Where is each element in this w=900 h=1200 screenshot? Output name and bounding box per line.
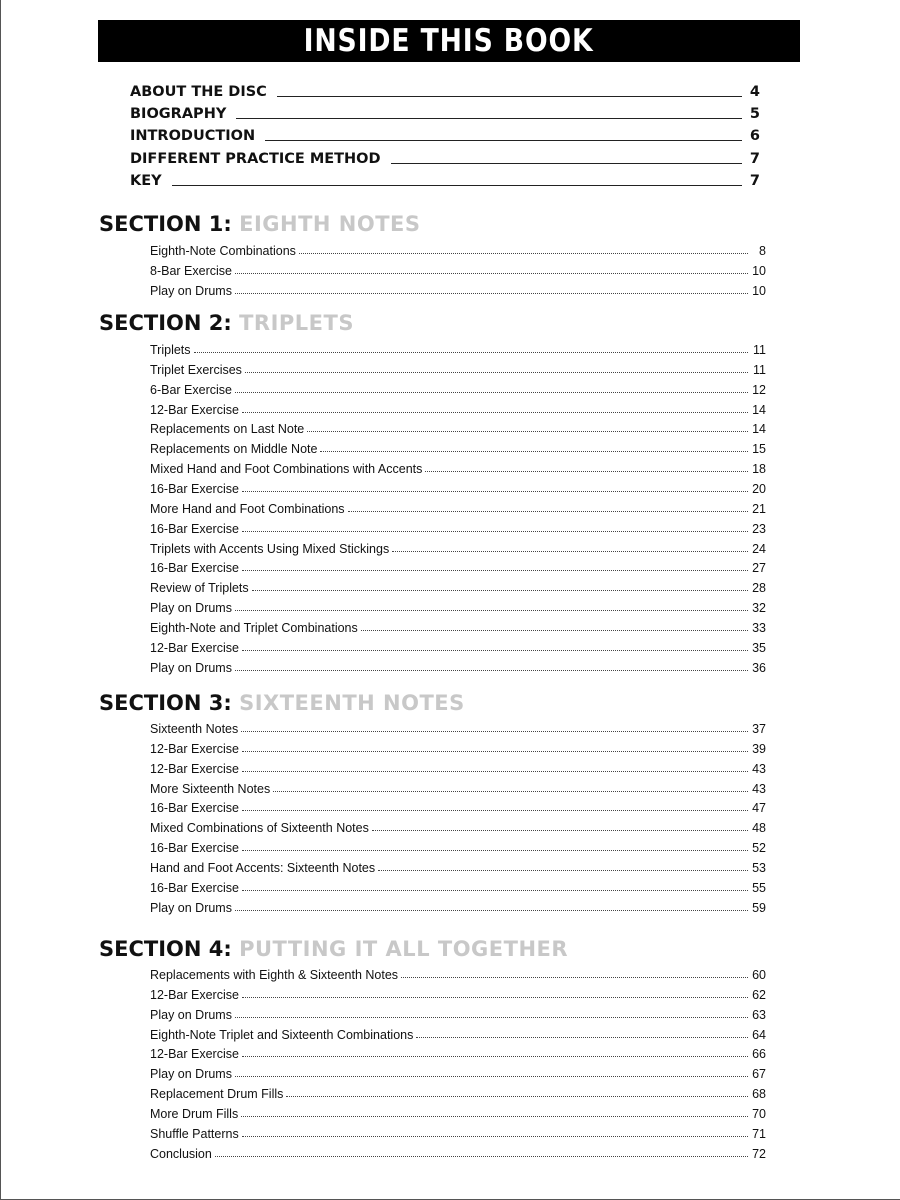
toc-entry-label: Play on Drums bbox=[150, 660, 232, 675]
dot-leader bbox=[235, 910, 748, 911]
toc-entry-label: Eighth-Note Triplet and Sixteenth Combinations bbox=[150, 1027, 414, 1042]
intro-item-page: 4 bbox=[749, 84, 760, 100]
toc-entry[interactable] bbox=[150, 476, 766, 496]
toc-entry-label: Replacements with Eighth & Sixteenth Notes bbox=[150, 968, 399, 982]
dot-leader bbox=[299, 253, 748, 254]
toc-entry-page: 39 bbox=[752, 741, 766, 756]
toc-entry-label: More Hand and Foot Combinations bbox=[150, 501, 345, 516]
toc-entry-page: 8 bbox=[759, 244, 766, 258]
toc-entry[interactable] bbox=[150, 895, 766, 915]
toc-entry-label: Shuffle Patterns bbox=[150, 1126, 239, 1141]
dot-leader bbox=[242, 570, 748, 571]
intro-item-page: 7 bbox=[749, 151, 760, 167]
intro-item[interactable] bbox=[130, 145, 760, 167]
toc-entry-page: 62 bbox=[752, 987, 766, 1002]
toc-entry-page: 35 bbox=[752, 640, 766, 655]
dot-leader bbox=[372, 830, 748, 831]
toc-entry-page: 11 bbox=[753, 362, 766, 377]
toc-entry-label: 6-Bar Exercise bbox=[150, 382, 232, 397]
leader-line bbox=[265, 140, 742, 141]
dot-leader bbox=[416, 1037, 748, 1038]
section-number: SECTION 2: bbox=[99, 311, 240, 335]
dot-leader bbox=[401, 977, 748, 978]
toc-entry[interactable] bbox=[150, 555, 766, 575]
dot-leader bbox=[242, 997, 748, 998]
toc-entry-page: 36 bbox=[752, 660, 766, 675]
intro-item-label: DIFFERENT PRACTICE METHOD bbox=[130, 151, 381, 167]
dot-leader bbox=[348, 511, 748, 512]
toc-entry-label: 16-Bar Exercise bbox=[150, 801, 239, 816]
dot-leader bbox=[235, 1076, 748, 1077]
toc-entry-label: 12-Bar Exercise bbox=[150, 761, 239, 776]
toc-entry[interactable] bbox=[150, 456, 766, 476]
dot-leader bbox=[235, 610, 748, 611]
toc-entry-page: 48 bbox=[752, 821, 766, 836]
toc-entry-label: Play on Drums bbox=[150, 1007, 232, 1022]
toc-entry-page: 14 bbox=[752, 402, 766, 417]
toc-entry-page: 55 bbox=[752, 880, 766, 895]
section-number: SECTION 3: bbox=[99, 691, 240, 715]
toc-entry-label: 12-Bar Exercise bbox=[150, 1047, 239, 1062]
toc-entry-label: Sixteenth Notes bbox=[150, 722, 239, 736]
toc-entry-page: 68 bbox=[752, 1087, 766, 1102]
toc-entry-label: 16-Bar Exercise bbox=[150, 841, 239, 856]
toc-entry-page: 21 bbox=[752, 501, 766, 516]
leader-line bbox=[277, 96, 742, 97]
dot-leader bbox=[361, 630, 748, 631]
toc-entry-label: Replacements on Middle Note bbox=[150, 442, 318, 457]
dot-leader bbox=[235, 1017, 748, 1018]
toc-entry-page: 37 bbox=[752, 722, 766, 736]
intro-item[interactable] bbox=[130, 122, 760, 144]
toc-entry-page: 71 bbox=[752, 1126, 766, 1141]
leader-line bbox=[172, 185, 742, 186]
page-title: INSIDE THIS BOOK bbox=[304, 23, 594, 59]
toc-entry-page: 63 bbox=[752, 1007, 766, 1022]
intro-item-label: KEY bbox=[130, 173, 162, 189]
dot-leader bbox=[215, 1156, 748, 1157]
toc-entry-page: 24 bbox=[752, 541, 766, 556]
toc-entry[interactable] bbox=[150, 575, 766, 595]
leader-line bbox=[391, 163, 742, 164]
dot-leader bbox=[425, 471, 748, 472]
dot-leader bbox=[242, 412, 748, 413]
section-name: PUTTING IT ALL TOGETHER bbox=[239, 937, 569, 961]
toc-entry-page: 32 bbox=[752, 601, 766, 616]
dot-leader bbox=[392, 551, 748, 552]
toc-entry[interactable] bbox=[150, 875, 766, 895]
toc-entry-page: 28 bbox=[752, 581, 766, 596]
dot-leader bbox=[242, 890, 748, 891]
toc-entry-label: Review of Triplets bbox=[150, 581, 249, 596]
toc-entry[interactable] bbox=[150, 496, 766, 516]
toc-entry[interactable] bbox=[150, 337, 766, 357]
dot-leader bbox=[242, 491, 748, 492]
toc-entry-page: 18 bbox=[752, 462, 766, 477]
toc-entry-label: 12-Bar Exercise bbox=[150, 741, 239, 756]
section-name: SIXTEENTH NOTES bbox=[239, 691, 465, 715]
toc-entry-label: Eighth-Note and Triplet Combinations bbox=[150, 620, 358, 635]
toc-entry[interactable] bbox=[150, 962, 766, 982]
toc-entry[interactable] bbox=[150, 835, 766, 855]
intro-item-page: 5 bbox=[749, 106, 760, 122]
toc-entry-page: 64 bbox=[752, 1027, 766, 1042]
toc-entry-page: 12 bbox=[752, 382, 766, 397]
dot-leader bbox=[194, 352, 748, 353]
dot-leader bbox=[320, 451, 748, 452]
toc-entry-label: 12-Bar Exercise bbox=[150, 987, 239, 1002]
dot-leader bbox=[252, 590, 748, 591]
toc-entry-label: Play on Drums bbox=[150, 1067, 232, 1082]
toc-entry-page: 33 bbox=[752, 620, 766, 635]
toc-entry-label: Triplet Exercises bbox=[150, 362, 242, 377]
toc-entry[interactable] bbox=[150, 595, 766, 615]
toc-entry-label: Replacement Drum Fills bbox=[150, 1087, 284, 1102]
toc-entry[interactable] bbox=[150, 1141, 766, 1161]
toc-entry[interactable] bbox=[150, 1041, 766, 1061]
toc-entry[interactable] bbox=[150, 776, 766, 796]
toc-entry[interactable] bbox=[150, 716, 766, 736]
dot-leader bbox=[242, 650, 748, 651]
toc-entry-page: 72 bbox=[752, 1146, 766, 1161]
toc-entry-page: 10 bbox=[752, 283, 766, 298]
toc-entry-label: Replacements on Last Note bbox=[150, 422, 305, 437]
dot-leader bbox=[235, 293, 748, 294]
section-name: TRIPLETS bbox=[239, 311, 354, 335]
dot-leader bbox=[241, 1116, 748, 1117]
toc-entry-page: 66 bbox=[752, 1047, 766, 1062]
toc-entry-label: 16-Bar Exercise bbox=[150, 481, 239, 496]
toc-entry[interactable] bbox=[150, 278, 766, 298]
toc-entry[interactable] bbox=[150, 377, 766, 397]
dot-leader bbox=[273, 791, 748, 792]
toc-entry-label: Eighth-Note Combinations bbox=[150, 244, 296, 258]
toc-entry[interactable] bbox=[150, 536, 766, 556]
toc-entry-label: Play on Drums bbox=[150, 900, 232, 915]
toc-entry[interactable] bbox=[150, 1121, 766, 1141]
toc-entry-page: 67 bbox=[752, 1067, 766, 1082]
toc-entry-label: Play on Drums bbox=[150, 283, 232, 298]
toc-entry-label: 8-Bar Exercise bbox=[150, 263, 232, 278]
intro-item-label: BIOGRAPHY bbox=[130, 106, 227, 122]
toc-entry-label: 12-Bar Exercise bbox=[150, 402, 239, 417]
intro-item-page: 7 bbox=[749, 173, 760, 189]
toc-entry-label: Mixed Combinations of Sixteenth Notes bbox=[150, 821, 369, 836]
toc-entry[interactable] bbox=[150, 1061, 766, 1081]
toc-entry-label: 16-Bar Exercise bbox=[150, 880, 239, 895]
intro-item[interactable] bbox=[130, 100, 760, 122]
toc-entry-page: 10 bbox=[752, 263, 766, 278]
toc-entry-page: 53 bbox=[752, 860, 766, 875]
toc-entry-page: 15 bbox=[752, 442, 766, 457]
intro-item-label: INTRODUCTION bbox=[130, 128, 256, 144]
toc-entry[interactable] bbox=[150, 516, 766, 536]
toc-entry-page: 43 bbox=[752, 781, 766, 796]
dot-leader bbox=[242, 850, 748, 851]
toc-entry[interactable] bbox=[150, 436, 766, 456]
dot-leader bbox=[235, 392, 748, 393]
toc-entry[interactable] bbox=[150, 736, 766, 756]
toc-entry-label: Conclusion bbox=[150, 1146, 212, 1161]
section-heading bbox=[99, 212, 421, 236]
toc-entry-label: 16-Bar Exercise bbox=[150, 561, 239, 576]
toc-entry-page: 70 bbox=[752, 1106, 766, 1121]
toc-entry-page: 60 bbox=[752, 968, 766, 982]
toc-entry[interactable] bbox=[150, 855, 766, 875]
intro-item-page: 6 bbox=[749, 128, 760, 144]
section-number: SECTION 1: bbox=[99, 212, 240, 236]
dot-leader bbox=[286, 1096, 748, 1097]
intro-item-label: ABOUT THE DISC bbox=[130, 84, 267, 100]
dot-leader bbox=[242, 751, 748, 752]
section-heading bbox=[99, 937, 568, 961]
dot-leader bbox=[235, 670, 748, 671]
toc-entry[interactable] bbox=[150, 397, 766, 417]
toc-entry-page: 20 bbox=[752, 481, 766, 496]
dot-leader bbox=[242, 1056, 748, 1057]
toc-entry-page: 43 bbox=[752, 761, 766, 776]
toc-entry[interactable] bbox=[150, 1022, 766, 1042]
section-heading bbox=[99, 311, 354, 335]
toc-entry-label: Triplets with Accents Using Mixed Stickings bbox=[150, 541, 390, 556]
leader-line bbox=[236, 118, 742, 119]
toc-entry[interactable] bbox=[150, 1101, 766, 1121]
toc-entry-label: 16-Bar Exercise bbox=[150, 521, 239, 536]
toc-entry[interactable] bbox=[150, 238, 766, 258]
dot-leader bbox=[307, 431, 748, 432]
toc-entry[interactable] bbox=[150, 756, 766, 776]
dot-leader bbox=[242, 531, 748, 532]
page-border-left bbox=[0, 0, 1, 1200]
dot-leader bbox=[242, 1136, 748, 1137]
toc-entry[interactable] bbox=[150, 815, 766, 835]
dot-leader bbox=[235, 273, 748, 274]
toc-entry-page: 27 bbox=[752, 561, 766, 576]
section-number: SECTION 4: bbox=[99, 937, 240, 961]
toc-entry-label: Hand and Foot Accents: Sixteenth Notes bbox=[150, 860, 376, 875]
toc-entry-page: 14 bbox=[752, 422, 766, 437]
toc-entry-page: 47 bbox=[752, 801, 766, 816]
toc-entry[interactable] bbox=[150, 635, 766, 655]
toc-entry-label: More Drum Fills bbox=[150, 1106, 239, 1121]
intro-item[interactable] bbox=[130, 78, 760, 100]
toc-entry-page: 52 bbox=[752, 841, 766, 856]
section-heading bbox=[99, 691, 465, 715]
toc-entry-label: Mixed Hand and Foot Combinations with Accents bbox=[150, 462, 423, 477]
toc-entry-label: 12-Bar Exercise bbox=[150, 640, 239, 655]
toc-entry[interactable] bbox=[150, 357, 766, 377]
dot-leader bbox=[378, 870, 748, 871]
toc-entry[interactable] bbox=[150, 655, 766, 675]
toc-entry[interactable] bbox=[150, 1081, 766, 1101]
dot-leader bbox=[242, 810, 748, 811]
toc-entry-page: 59 bbox=[752, 900, 766, 915]
dot-leader bbox=[241, 731, 748, 732]
toc-entry[interactable] bbox=[150, 416, 766, 436]
toc-entry-page: 23 bbox=[752, 521, 766, 536]
page-title-banner bbox=[98, 20, 800, 62]
toc-entry[interactable] bbox=[150, 982, 766, 1002]
toc-entry-label: More Sixteenth Notes bbox=[150, 781, 271, 796]
toc-entry-page: 11 bbox=[753, 343, 766, 357]
toc-entry[interactable] bbox=[150, 615, 766, 635]
dot-leader bbox=[245, 372, 748, 373]
section-name: EIGHTH NOTES bbox=[239, 212, 421, 236]
toc-entry[interactable] bbox=[150, 795, 766, 815]
dot-leader bbox=[242, 771, 748, 772]
intro-item[interactable] bbox=[130, 167, 760, 189]
toc-entry[interactable] bbox=[150, 1002, 766, 1022]
toc-entry-label: Triplets bbox=[150, 343, 191, 357]
toc-entry[interactable] bbox=[150, 258, 766, 278]
toc-entry-label: Play on Drums bbox=[150, 601, 232, 616]
